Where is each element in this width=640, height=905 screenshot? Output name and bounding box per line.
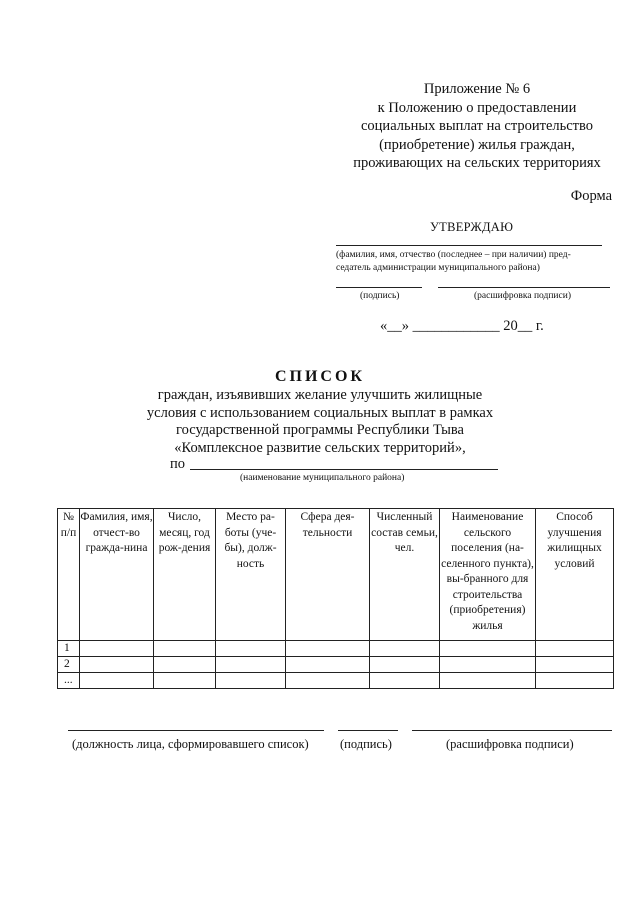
po-label: по xyxy=(170,456,186,472)
appendix-line: социальных выплат на строительство xyxy=(360,118,594,134)
row-number: 1 xyxy=(58,641,80,657)
table-cell xyxy=(216,641,286,657)
appendix-line: проживающих на сельских территориях xyxy=(353,155,601,171)
approver-decoding-line xyxy=(438,287,610,288)
header-activity: Сфера дея-тельности xyxy=(286,509,370,641)
footer-position-caption: (должность лица, сформировавшего список) xyxy=(72,737,309,751)
table-row xyxy=(58,657,614,673)
table-cell xyxy=(370,673,440,689)
table-row xyxy=(58,673,614,689)
subtitle-line: «Комплексное развитие сельских территорий», xyxy=(174,439,466,456)
table-cell xyxy=(440,641,536,657)
document-subtitle xyxy=(100,387,540,457)
district-caption: (наименование муниципального района) xyxy=(240,473,405,483)
approval-heading: УТВЕРЖДАЮ xyxy=(430,220,514,234)
appendix-line: к Положению о предоставлении xyxy=(377,99,577,116)
table-cell xyxy=(216,657,286,673)
approver-name-caption-1: (фамилия, имя, отчество (последнее – при наличии) пред- xyxy=(336,250,571,260)
table-cell xyxy=(154,673,216,689)
appendix-line: Приложение № 6 xyxy=(423,81,531,97)
appendix-header xyxy=(336,80,618,173)
footer-signature-line xyxy=(338,730,398,731)
header-settlement: Наименование сельского поселения (на-селенного пункта), вы-бранного для строительства (приобретения) жилья xyxy=(440,509,536,641)
header-improvement-method: Способ улучшения жилищных условий xyxy=(536,509,614,641)
approver-signature-line xyxy=(336,287,422,288)
table-cell xyxy=(440,673,536,689)
table-cell xyxy=(286,673,370,689)
subtitle-line: государственной программы Республики Тыва xyxy=(176,422,464,438)
footer-position-line xyxy=(68,730,324,731)
header-number: № п/п xyxy=(58,509,80,641)
table-cell xyxy=(536,641,614,657)
header-workplace: Место ра-боты (уче-бы), долж-ность xyxy=(216,509,286,641)
district-line xyxy=(190,469,498,470)
appendix-line: (приобретение) жилья граждан, xyxy=(379,136,575,153)
form-label: Форма xyxy=(570,188,612,204)
table-cell xyxy=(370,641,440,657)
table-cell xyxy=(80,657,154,673)
header-birth-date: Число, месяц, год рож-дения xyxy=(154,509,216,641)
table-cell xyxy=(154,641,216,657)
approval-date: «__» ____________ 20__ г. xyxy=(380,318,544,334)
table-cell xyxy=(536,657,614,673)
table-cell xyxy=(216,673,286,689)
citizens-table xyxy=(57,508,614,689)
table-cell xyxy=(80,673,154,689)
approver-name-caption-2: седатель администрации муниципального района) xyxy=(336,263,540,273)
table-cell xyxy=(80,641,154,657)
approver-decoding-caption: (расшифровка подписи) xyxy=(474,291,571,301)
document-title: СПИСОК xyxy=(274,368,366,385)
subtitle-line: условия с использованием социальных выплат в рамках xyxy=(146,404,494,421)
footer-decoding-line xyxy=(412,730,612,731)
table-header-row xyxy=(58,509,614,641)
table-cell xyxy=(536,673,614,689)
table-cell xyxy=(154,657,216,673)
footer-decoding-caption: (расшифровка подписи) xyxy=(446,737,574,751)
footer-signature-caption: (подпись) xyxy=(340,737,392,751)
header-family-size: Численный состав семьи, чел. xyxy=(370,509,440,641)
approver-name-line xyxy=(336,245,602,246)
header-full-name: Фамилия, имя, отчест-во гражда-нина xyxy=(80,509,154,641)
table-cell xyxy=(286,641,370,657)
table-cell xyxy=(286,657,370,673)
subtitle-line: граждан, изъявивших желание улучшить жилищные xyxy=(157,387,483,403)
table-cell xyxy=(440,657,536,673)
row-number: ... xyxy=(58,673,80,689)
table-cell xyxy=(370,657,440,673)
table-row xyxy=(58,641,614,657)
approver-signature-caption: (подпись) xyxy=(360,291,400,301)
row-number: 2 xyxy=(58,657,80,673)
